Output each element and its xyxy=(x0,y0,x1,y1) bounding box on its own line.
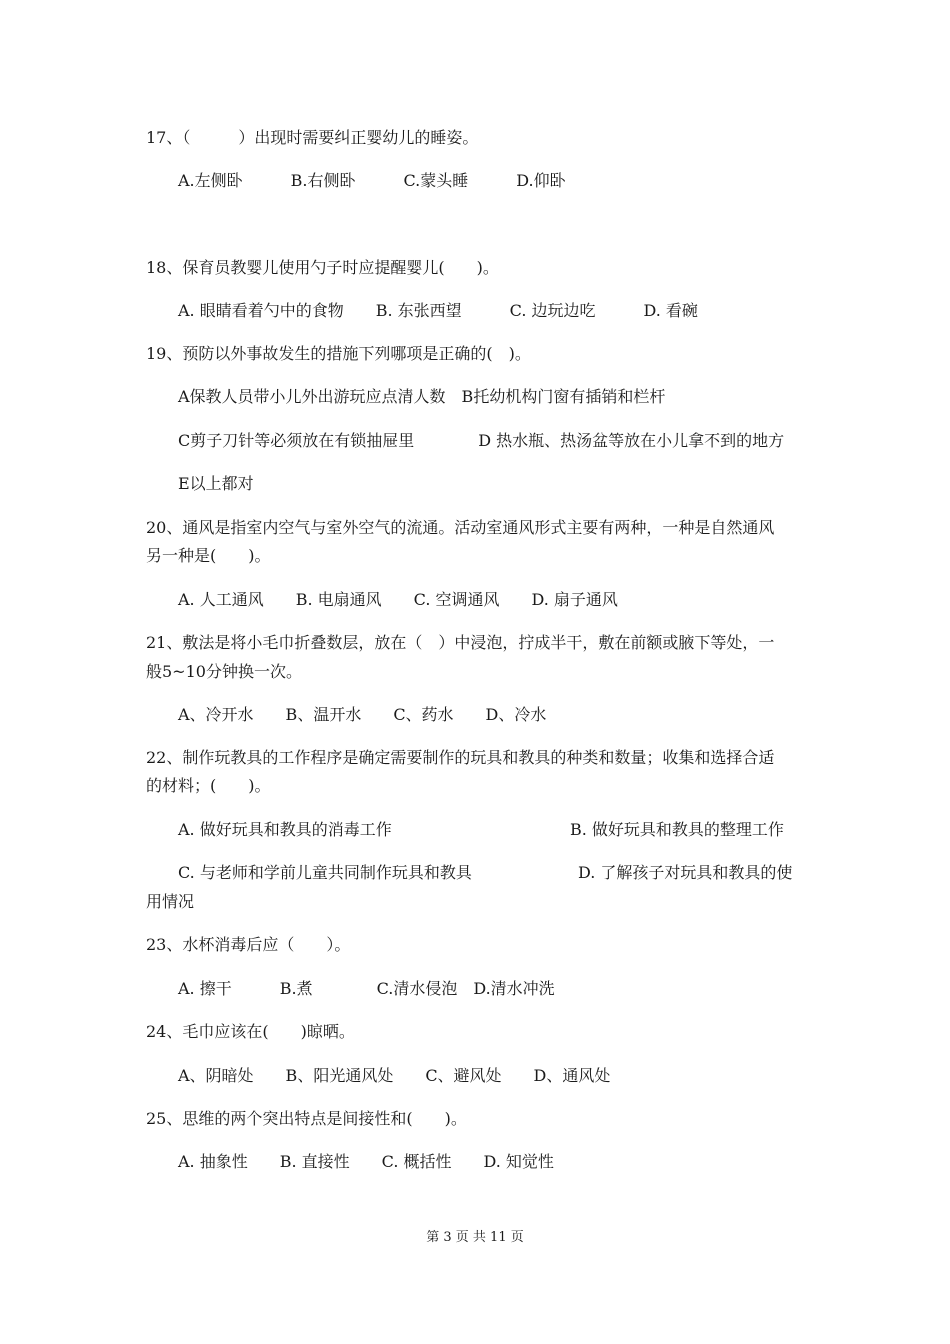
question-21-stem-line2: 般5~10分钟换一次。 xyxy=(146,662,302,681)
question-21-options: A、冷开水 B、温开水 C、药水 D、冷水 xyxy=(178,705,547,724)
question-22-option-a: A. 做好玩具和教具的消毒工作 xyxy=(178,820,392,839)
question-22-option-d-wrap: 用情况 xyxy=(146,892,195,911)
question-20-stem-line1: 20、通风是指室内空气与室外空气的流通。活动室通风形式主要有两种，一种是自然通风 xyxy=(146,518,775,537)
question-19-option-e: E以上都对 xyxy=(178,474,254,493)
question-23-stem: 23、水杯消毒后应（ ）。 xyxy=(146,935,351,954)
question-17-options: A.左侧卧 B.右侧卧 C.蒙头睡 D.仰卧 xyxy=(178,171,566,190)
question-25-stem: 25、思维的两个突出特点是间接性和( )。 xyxy=(146,1109,467,1128)
question-22-option-b: B. 做好玩具和教具的整理工作 xyxy=(570,820,784,839)
question-17-stem: 17、（ ）出现时需要纠正婴幼儿的睡姿。 xyxy=(146,128,479,147)
question-25-options: A. 抽象性 B. 直接性 C. 概括性 D. 知觉性 xyxy=(178,1152,554,1171)
question-22-stem-line1: 22、制作玩教具的工作程序是确定需要制作的玩具和教具的种类和数量；收集和选择合适 xyxy=(146,748,775,767)
question-24-stem: 24、毛巾应该在( )晾晒。 xyxy=(146,1022,355,1041)
question-21-stem-line1: 21、敷法是将小毛巾折叠数层，放在（ ）中浸泡，拧成半干，敷在前额或腋下等处，一 xyxy=(146,633,775,652)
question-18-stem: 18、保育员教婴儿使用勺子时应提醒婴儿( )。 xyxy=(146,258,499,277)
question-18-options: A. 眼睛看着勺中的食物 B. 东张西望 C. 边玩边吃 D. 看碗 xyxy=(178,301,698,320)
question-22-option-d: D. 了解孩子对玩具和教具的使 xyxy=(578,863,793,882)
question-22-option-c: C. 与老师和学前儿童共同制作玩具和教具 xyxy=(178,863,472,882)
question-20-stem-line2: 另一种是( )。 xyxy=(146,546,271,565)
question-20-options: A. 人工通风 B. 电扇通风 C. 空调通风 D. 扇子通风 xyxy=(178,590,618,609)
question-23-options: A. 擦干 B.煮 C.清水侵泡 D.清水冲洗 xyxy=(178,979,555,998)
question-24-options: A、阴暗处 B、阳光通风处 C、避风处 D、通风处 xyxy=(178,1066,611,1085)
page-number: 第 3 页 共 11 页 xyxy=(426,1230,524,1245)
question-19-option-cd: C剪子刀针等必须放在有锁抽屉里 D 热水瓶、热汤盆等放在小儿拿不到的地方 xyxy=(178,431,785,450)
question-22-stem-line2: 的材料；( )。 xyxy=(146,776,271,795)
question-19-stem: 19、预防以外事故发生的措施下列哪项是正确的( )。 xyxy=(146,344,531,363)
question-19-option-ab: A保教人员带小儿外出游玩应点清人数 B托幼机构门窗有插销和栏杆 xyxy=(178,387,666,406)
